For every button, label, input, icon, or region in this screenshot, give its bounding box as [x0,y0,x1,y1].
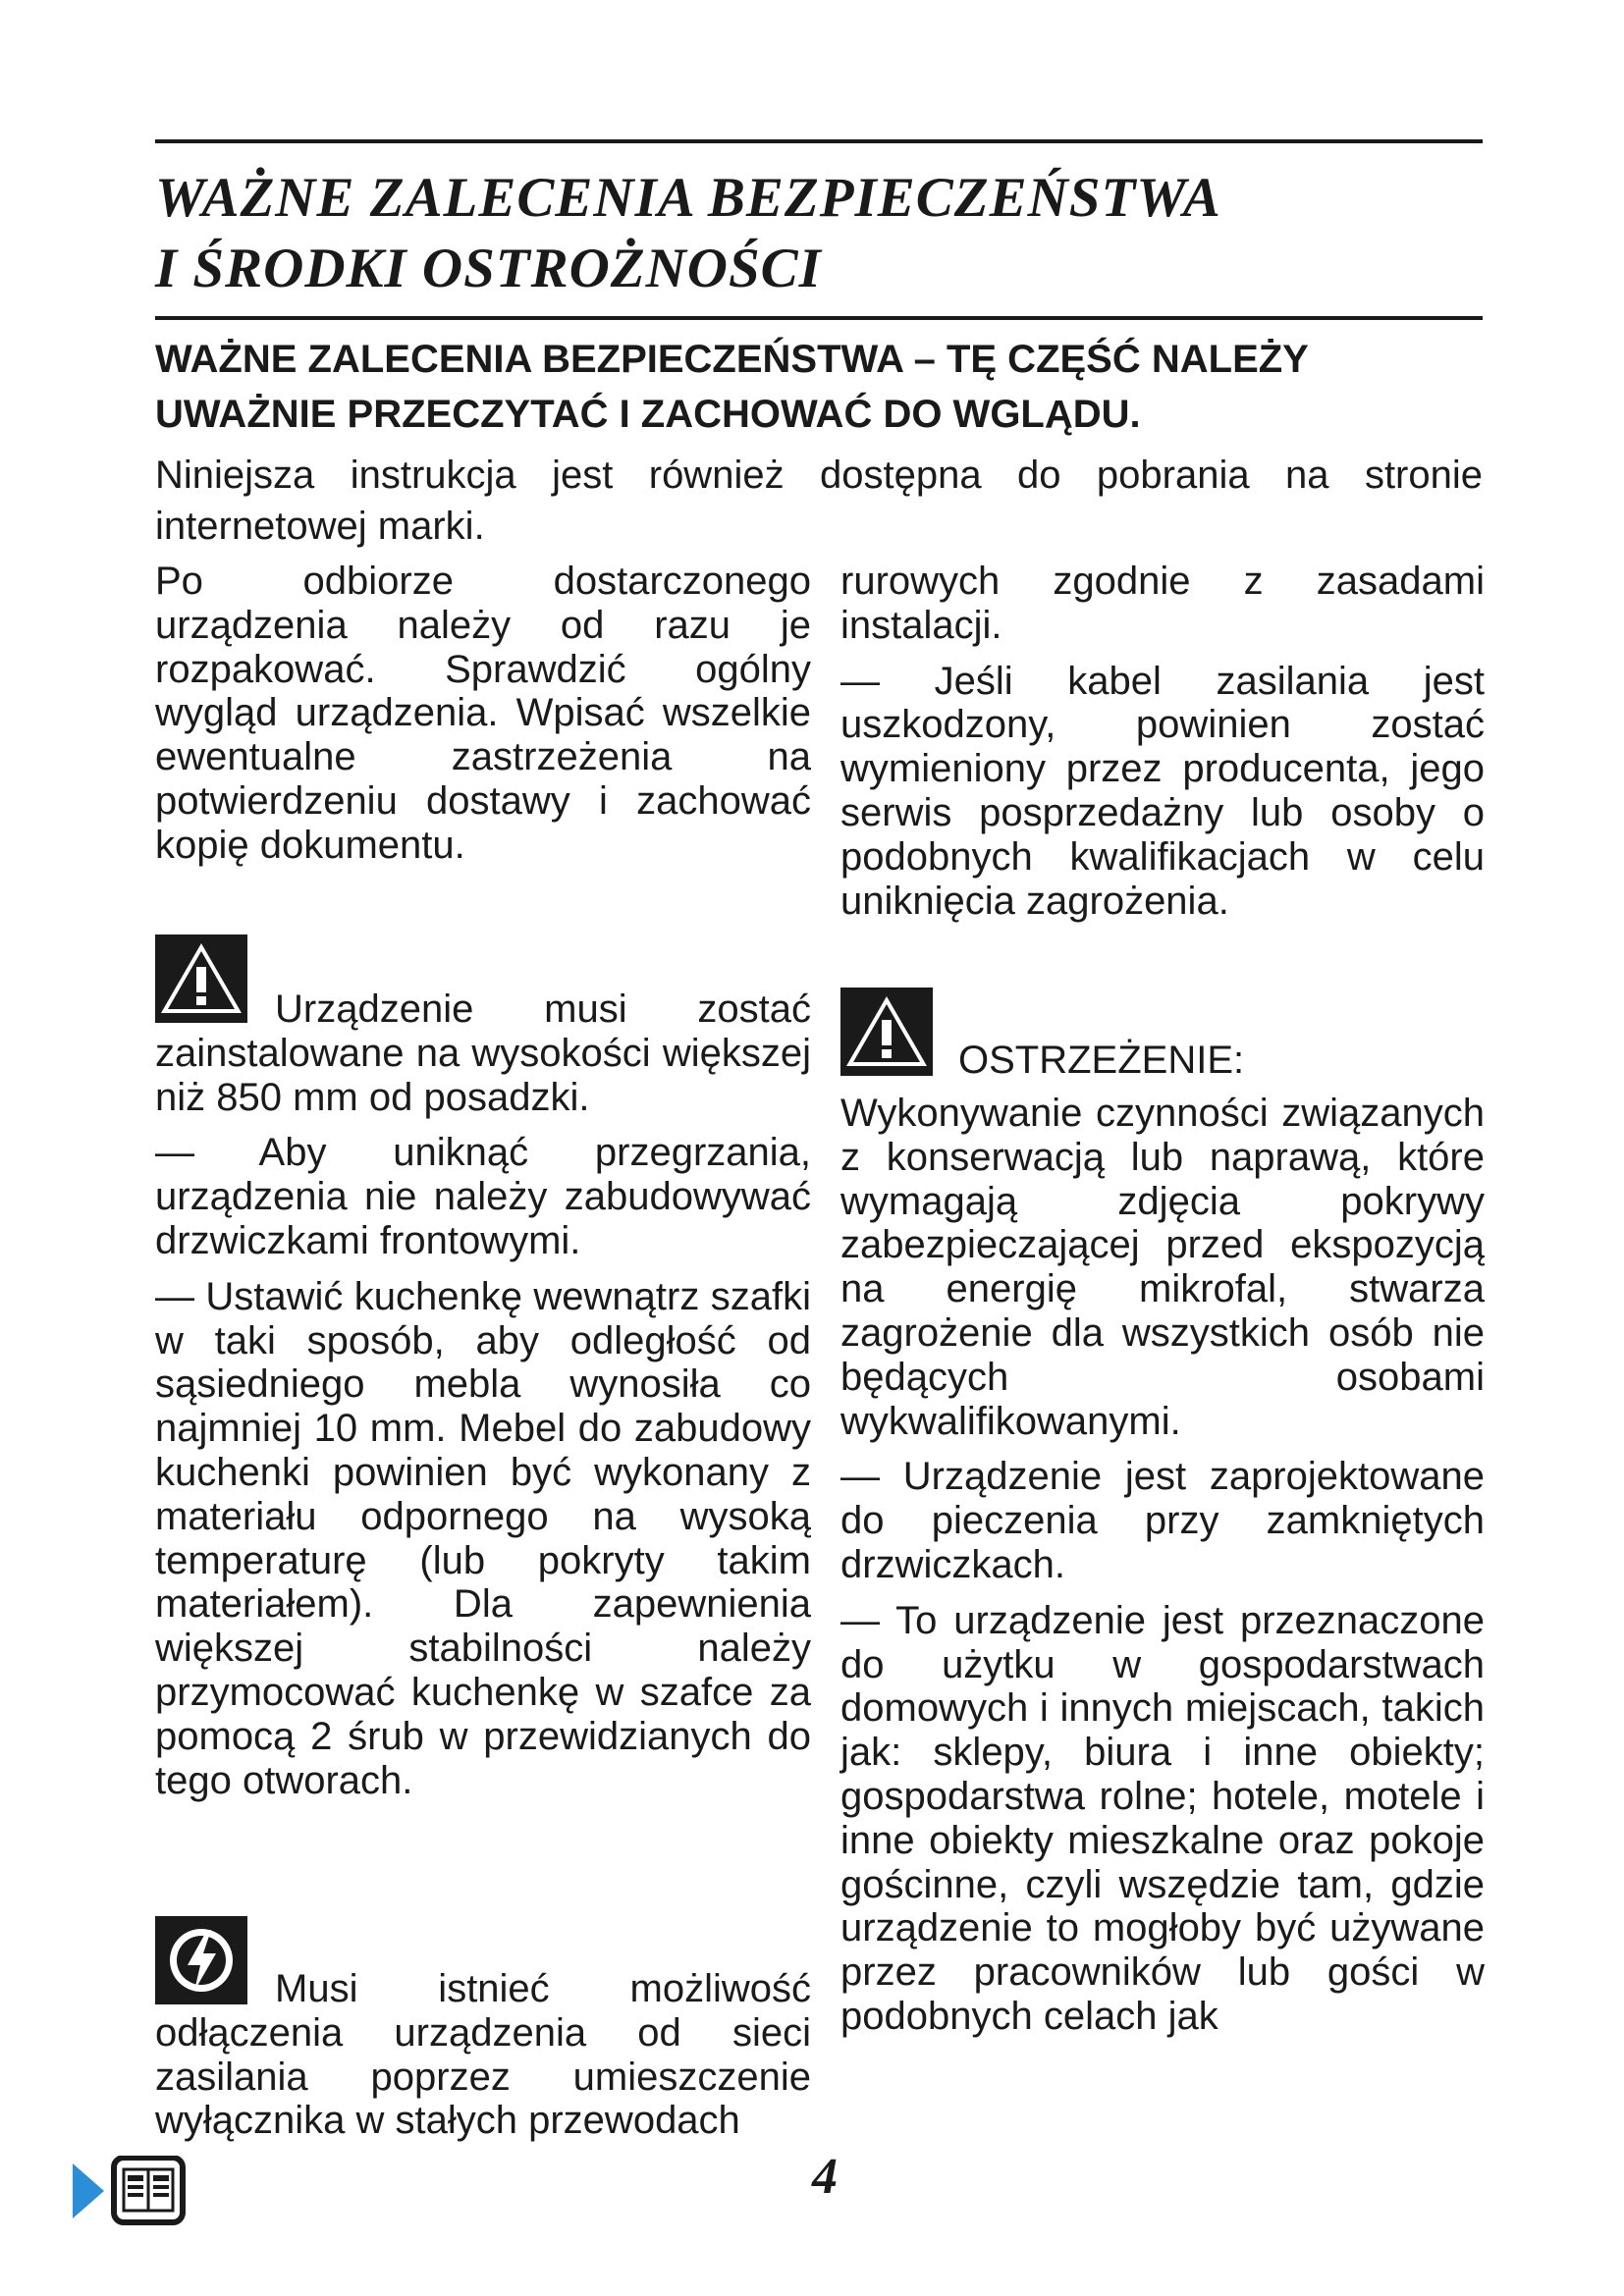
left-column-install [155,988,811,1802]
page-number: 4 [812,2149,838,2205]
warning-triangle-icon [840,988,933,1081]
cable-paragraph: — Jeśli kabel zasilania jest uszkodzony, powinien zostać wymieniony przez producenta, jego serwis posprzedażny lub osoby o podobnych kwalifikacjach w celu uniknięcia zagrożenia. [840,659,1485,923]
intro-text: Niniejsza instrukcja jest również dostępna do pobrania na stronie internetowej marki. [155,454,1483,548]
right-column-warning [840,1092,1485,2039]
left-column-top [155,560,811,868]
page-title [155,163,1483,304]
right-column-top [840,560,1485,923]
warning-title: OSTRZEŻENIE: [958,1039,1245,1082]
page-nav[interactable] [71,2156,189,2231]
continuation-paragraph: rurowych zgodnie z zasadami instalacji. [840,560,1485,647]
install-height-paragraph: Urządzenie musi zostać zainstalowane na wysokości większej niż 850 mm od posadzki. [155,988,811,1119]
left-column-disconnect [155,1967,811,2143]
title-bottom-rule [155,316,1483,320]
page-title-line2: I ŚRODKI OSTROŻNOŚCI [155,238,822,299]
delivery-paragraph: Po odbiorze dostarczonego urządzenia należy od razu je rozpakować. Sprawdzić ogólny wygląd urządzenia. Wpisać wszelkie ewentualne zastrzeżenia na potwierdzeniu dostawy i zachować kopię dokumentu. [155,560,811,867]
section-subtitle: WAŻNE ZALECENIA BEZPIECZEŃSTWA – TĘ CZĘŚĆ NALEŻY UWAŻNIE PRZECZYTAĆ I ZACHOWAĆ DO WGLĄDU. [155,338,1309,436]
top-rule [155,139,1483,143]
manual-book-icon [114,2158,183,2222]
page-title-line1: WAŻNE ZALECENIA BEZPIECZEŃSTWA [155,167,1221,229]
warning-paragraph: Wykonywanie czynności związanych z konserwacją lub naprawą, które wymagają zdjęcia pokrywy zabezpieczającej przed ekspozycją na energię mikrofal, stwarza zagrożenie dla wszystkich osób nie będących osobami wykwalifikowanymi. [840,1092,1485,1443]
closed-door-paragraph: — Urządzenie jest zaprojektowane do pieczenia przy zamkniętych drzwiczkach. [840,1455,1485,1586]
disconnect-paragraph: Musi istnieć możliwość odłączenia urządzenia od sieci zasilania poprzez umieszczenie wyłącznika w stałych przewodach [155,1967,811,2143]
overheat-paragraph: — Aby uniknąć przegrzania, urządzenia nie należy zabudowywać drzwiczkami frontowymi. [155,1131,811,1262]
play-arrow-icon [73,2163,104,2218]
cabinet-paragraph: — Ustawić kuchenkę wewnątrz szafki w taki sposób, aby odległość od sąsiedniego mebla wynosiła co najmniej 10 mm. Mebel do zabudowy kuchenki powinien być wykonany z materiału odpornego na wysoką temperaturę (lub pokryty takim materiałem). Dla zapewnienia większej stabilności należy przymocować kuchenkę w szafce za pomocą 2 śrub w przewidzianych do tego otworach. [155,1274,811,1802]
intended-use-paragraph: — To urządzenie jest przeznaczone do użytku w gospodarstwach domowych i innych miejscach, takich jak: sklepy, biura i inne obiekty; gospodarstwa rolne; hotele, motele i inne obiekty mieszkalne oraz pokoje gościnne, czyli wszędzie tam, gdzie urządzenie to mogłoby być używane przez pracowników lub gości w podobnych celach jak [840,1598,1485,2038]
